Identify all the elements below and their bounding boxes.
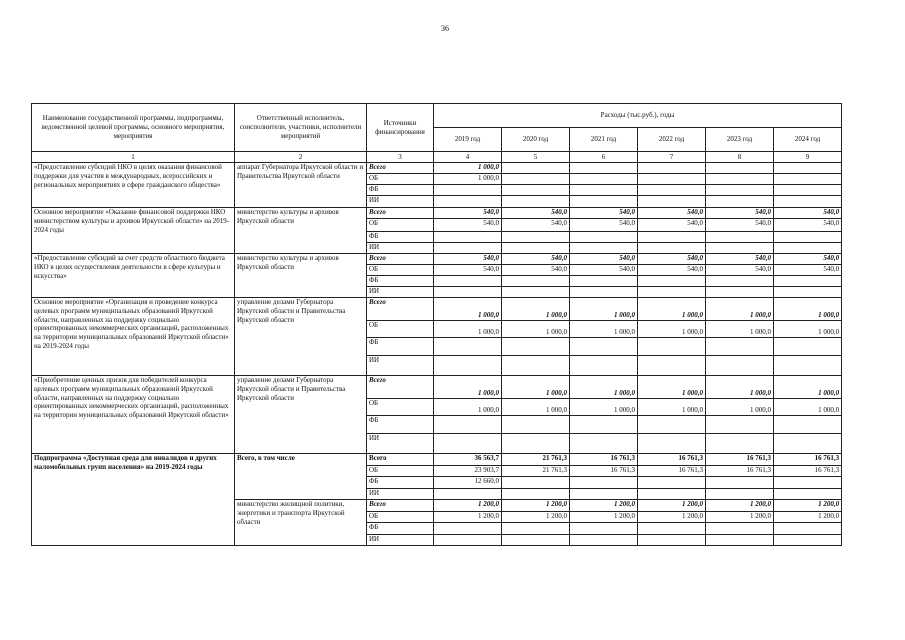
value-cell <box>570 416 638 434</box>
value-cell: 1 000,0 <box>502 321 570 338</box>
header-col-number-7: 7 <box>638 152 706 163</box>
value-cell: 16 761,3 <box>570 466 638 477</box>
value-cell <box>706 356 774 376</box>
header-year-5: 2023 год <box>706 128 774 152</box>
value-cell: 1 000,0 <box>706 376 774 399</box>
item-responsible: министерство культуры и архивов Иркутской области <box>235 254 367 298</box>
value-cell <box>570 174 638 185</box>
value-cell <box>502 163 570 174</box>
item-name: «Предоставление субсидий за счет средств областного бюджета НКО в целях осуществления деятельности в сфере культуры и искусства» <box>32 254 235 298</box>
value-cell: 1 000,0 <box>502 399 570 416</box>
value-cell: 540,0 <box>706 208 774 219</box>
value-cell <box>638 196 706 208</box>
value-cell <box>502 196 570 208</box>
value-cell: 540,0 <box>502 208 570 219</box>
value-cell: 1 200,0 <box>434 500 502 512</box>
source-cell: ФБ <box>367 232 434 243</box>
value-cell <box>774 477 842 489</box>
value-cell: 1 000,0 <box>434 376 502 399</box>
table-row <box>32 298 842 321</box>
source-cell: ИИ <box>367 356 434 376</box>
value-cell <box>706 535 774 546</box>
value-cell <box>774 163 842 174</box>
value-cell <box>502 185 570 196</box>
page-number: 36 <box>441 24 449 33</box>
header-col-number-3: 3 <box>367 152 434 163</box>
value-cell <box>774 523 842 535</box>
value-cell: 540,0 <box>434 265 502 276</box>
value-cell: 540,0 <box>638 208 706 219</box>
source-cell: ОБ <box>367 174 434 185</box>
source-cell: ФБ <box>367 477 434 489</box>
value-cell: 540,0 <box>706 254 774 265</box>
value-cell: 1 000,0 <box>570 321 638 338</box>
value-cell <box>434 523 502 535</box>
value-cell: 540,0 <box>706 265 774 276</box>
value-cell <box>706 163 774 174</box>
value-cell <box>434 185 502 196</box>
value-cell: 540,0 <box>434 254 502 265</box>
value-cell: 540,0 <box>706 219 774 232</box>
header-col-number-6: 6 <box>570 152 638 163</box>
value-cell: 540,0 <box>434 208 502 219</box>
value-cell <box>774 416 842 434</box>
item-name: «Приобретение ценных призов для победителей конкурса целевых программ муниципальных образований Иркутской области, направленных на поддержку социально ориентированных некоммерческих организаций, расположенных на территории муниципальных образований Иркутской области» <box>32 376 235 454</box>
source-cell: Всего <box>367 454 434 466</box>
header-col-expenses: Расходы (тыс.руб.), годы <box>434 104 842 128</box>
header-year-3: 2021 год <box>570 128 638 152</box>
value-cell <box>570 356 638 376</box>
value-cell: 540,0 <box>570 208 638 219</box>
value-cell: 1 000,0 <box>774 399 842 416</box>
value-cell <box>434 416 502 434</box>
value-cell: 1 000,0 <box>774 376 842 399</box>
value-cell <box>774 434 842 454</box>
value-cell: 540,0 <box>774 254 842 265</box>
value-cell <box>570 489 638 500</box>
value-cell <box>434 287 502 298</box>
source-cell: Всего <box>367 163 434 174</box>
header-col-name: Наименование государственной программы, подпрограммы, ведомственной целевой программы, основного мероприятия, мероприятия <box>32 104 235 152</box>
source-cell: Всего <box>367 208 434 219</box>
value-cell <box>502 416 570 434</box>
value-cell <box>434 356 502 376</box>
value-cell <box>570 163 638 174</box>
value-cell: 1 000,0 <box>774 321 842 338</box>
item-name: «Предоставление субсидий НКО в целях оказания финансовой поддержки для участия в международных, всероссийских и региональных мероприятиях в сфере гражданского общества» <box>32 163 235 208</box>
value-cell <box>434 243 502 254</box>
value-cell <box>706 276 774 287</box>
budget-table <box>31 103 842 546</box>
value-cell: 1 200,0 <box>638 500 706 512</box>
table-row <box>32 454 842 466</box>
value-cell <box>706 174 774 185</box>
value-cell <box>774 196 842 208</box>
source-cell: ОБ <box>367 399 434 416</box>
value-cell: 540,0 <box>638 265 706 276</box>
value-cell: 540,0 <box>638 219 706 232</box>
source-cell: ФБ <box>367 276 434 287</box>
table-row <box>32 376 842 399</box>
value-cell: 1 000,0 <box>774 298 842 321</box>
value-cell <box>706 287 774 298</box>
header-col-sources: Источники финансирования <box>367 104 434 152</box>
value-cell <box>502 232 570 243</box>
table-row <box>32 163 842 174</box>
value-cell <box>434 276 502 287</box>
value-cell <box>638 489 706 500</box>
value-cell: 1 200,0 <box>502 512 570 523</box>
header-col-number-1: 1 <box>32 152 235 163</box>
value-cell: 16 761,3 <box>774 466 842 477</box>
value-cell <box>774 276 842 287</box>
header-col-number-9: 9 <box>774 152 842 163</box>
value-cell: 1 000,0 <box>502 376 570 399</box>
value-cell <box>502 243 570 254</box>
value-cell <box>570 232 638 243</box>
value-cell: 1 000,0 <box>706 321 774 338</box>
source-cell: ФБ <box>367 338 434 356</box>
value-cell <box>774 356 842 376</box>
value-cell: 540,0 <box>502 265 570 276</box>
value-cell: 1 200,0 <box>774 512 842 523</box>
value-cell: 1 000,0 <box>434 298 502 321</box>
value-cell <box>570 185 638 196</box>
source-cell: ИИ <box>367 243 434 254</box>
value-cell <box>774 338 842 356</box>
item-responsible: управление делами Губернатора Иркутской области и Правительства Иркутской области <box>235 376 367 454</box>
value-cell <box>434 434 502 454</box>
source-cell: ФБ <box>367 523 434 535</box>
value-cell <box>706 523 774 535</box>
value-cell <box>502 477 570 489</box>
value-cell <box>502 276 570 287</box>
value-cell: 1 000,0 <box>502 298 570 321</box>
value-cell: 1 200,0 <box>706 512 774 523</box>
value-cell: 1 000,0 <box>638 321 706 338</box>
value-cell: 36 563,7 <box>434 454 502 466</box>
value-cell: 1 000,0 <box>570 376 638 399</box>
value-cell <box>638 434 706 454</box>
value-cell <box>706 416 774 434</box>
value-cell: 540,0 <box>570 254 638 265</box>
value-cell <box>502 338 570 356</box>
value-cell <box>638 523 706 535</box>
header-col-number-5: 5 <box>502 152 570 163</box>
value-cell <box>638 276 706 287</box>
header-year-2: 2020 год <box>502 128 570 152</box>
source-cell: ИИ <box>367 489 434 500</box>
item-name: Основное мероприятие «Оказание финансовой поддержки НКО министерством культуры и архивов Иркутской области» на 2019-2024 годы <box>32 208 235 254</box>
value-cell: 1 000,0 <box>706 399 774 416</box>
source-cell: ОБ <box>367 512 434 523</box>
value-cell: 1 200,0 <box>570 500 638 512</box>
subprogram-responsible: Всего, в том числе <box>235 454 367 500</box>
value-cell: 1 000,0 <box>434 321 502 338</box>
value-cell <box>706 232 774 243</box>
header-year-1: 2019 год <box>434 128 502 152</box>
item-name: Основное мероприятие «Организация и проведение конкурса целевых программ муниципальных образований Иркутской области, направленных на поддержку социально ориентированных некоммерческих организаций, расположенных на территории муниципальных образований Иркутской области» на 2019-2024 годы <box>32 298 235 376</box>
value-cell: 1 000,0 <box>570 399 638 416</box>
value-cell <box>706 489 774 500</box>
value-cell: 1 000,0 <box>570 298 638 321</box>
value-cell: 16 761,3 <box>706 466 774 477</box>
value-cell <box>638 185 706 196</box>
value-cell <box>706 185 774 196</box>
value-cell: 21 761,3 <box>502 466 570 477</box>
value-cell <box>774 232 842 243</box>
value-cell <box>502 174 570 185</box>
value-cell: 1 000,0 <box>434 399 502 416</box>
value-cell <box>638 163 706 174</box>
value-cell: 540,0 <box>774 208 842 219</box>
table-row <box>32 254 842 265</box>
value-cell: 1 000,0 <box>434 163 502 174</box>
value-cell <box>638 174 706 185</box>
value-cell: 540,0 <box>774 265 842 276</box>
value-cell: 1 200,0 <box>434 512 502 523</box>
value-cell <box>570 338 638 356</box>
value-cell <box>706 243 774 254</box>
value-cell <box>502 523 570 535</box>
value-cell <box>638 477 706 489</box>
source-cell: Всего <box>367 298 434 321</box>
item-responsible: министерство культуры и архивов Иркутской области <box>235 208 367 254</box>
value-cell <box>774 243 842 254</box>
value-cell <box>570 287 638 298</box>
value-cell <box>502 434 570 454</box>
value-cell <box>774 535 842 546</box>
value-cell <box>570 276 638 287</box>
subprogram-responsible: министерство жилищной политики, энергетики и транспорта Иркутской области <box>235 500 367 546</box>
value-cell: 1 000,0 <box>638 399 706 416</box>
value-cell <box>434 232 502 243</box>
header-col-number-8: 8 <box>706 152 774 163</box>
value-cell: 12 660,0 <box>434 477 502 489</box>
source-cell: ИИ <box>367 535 434 546</box>
value-cell: 540,0 <box>774 219 842 232</box>
value-cell: 23 903,7 <box>434 466 502 477</box>
source-cell: ИИ <box>367 287 434 298</box>
source-cell: ИИ <box>367 434 434 454</box>
header-col-number-2: 2 <box>235 152 367 163</box>
source-cell: ОБ <box>367 219 434 232</box>
value-cell: 540,0 <box>570 219 638 232</box>
value-cell: 1 200,0 <box>638 512 706 523</box>
value-cell: 1 200,0 <box>570 512 638 523</box>
value-cell <box>706 338 774 356</box>
value-cell <box>570 523 638 535</box>
value-cell <box>502 287 570 298</box>
value-cell <box>638 338 706 356</box>
value-cell: 540,0 <box>638 254 706 265</box>
value-cell <box>706 434 774 454</box>
value-cell: 1 200,0 <box>774 500 842 512</box>
value-cell <box>638 287 706 298</box>
source-cell: ФБ <box>367 185 434 196</box>
subprogram-name: Подпрограмма «Доступная среда для инвалидов и других маломобильных групп населения» на 2019-2024 годы <box>32 454 235 546</box>
value-cell <box>570 196 638 208</box>
value-cell: 1 000,0 <box>638 298 706 321</box>
source-cell: Всего <box>367 500 434 512</box>
value-cell <box>706 477 774 489</box>
value-cell <box>434 338 502 356</box>
value-cell: 16 761,3 <box>638 454 706 466</box>
value-cell <box>434 535 502 546</box>
value-cell: 16 761,3 <box>638 466 706 477</box>
value-cell: 16 761,3 <box>706 454 774 466</box>
value-cell <box>774 174 842 185</box>
value-cell: 1 000,0 <box>638 376 706 399</box>
value-cell <box>570 477 638 489</box>
value-cell <box>638 232 706 243</box>
item-responsible: управление делами Губернатора Иркутской области и Правительства Иркутской области <box>235 298 367 376</box>
value-cell <box>638 243 706 254</box>
source-cell: Всего <box>367 376 434 399</box>
header-year-4: 2022 год <box>638 128 706 152</box>
header-col-responsible: Ответственный исполнитель, соисполнители, участники, исполнители мероприятий <box>235 104 367 152</box>
value-cell: 540,0 <box>434 219 502 232</box>
source-cell: ОБ <box>367 321 434 338</box>
item-responsible: аппарат Губернатора Иркутской области и Правительства Иркутской области <box>235 163 367 208</box>
header-col-number-4: 4 <box>434 152 502 163</box>
value-cell <box>638 356 706 376</box>
value-cell <box>502 356 570 376</box>
value-cell: 1 000,0 <box>434 174 502 185</box>
source-cell: ФБ <box>367 416 434 434</box>
value-cell: 16 761,3 <box>774 454 842 466</box>
value-cell <box>434 489 502 500</box>
value-cell: 21 761,3 <box>502 454 570 466</box>
value-cell <box>774 185 842 196</box>
value-cell: 540,0 <box>570 265 638 276</box>
value-cell: 16 761,3 <box>570 454 638 466</box>
source-cell: Всего <box>367 254 434 265</box>
value-cell <box>502 489 570 500</box>
table-row <box>32 208 842 219</box>
value-cell <box>434 196 502 208</box>
value-cell <box>774 287 842 298</box>
value-cell <box>706 196 774 208</box>
source-cell: ИИ <box>367 196 434 208</box>
source-cell: ОБ <box>367 466 434 477</box>
source-cell: ОБ <box>367 265 434 276</box>
value-cell: 1 200,0 <box>706 500 774 512</box>
value-cell: 540,0 <box>502 219 570 232</box>
value-cell: 1 200,0 <box>502 500 570 512</box>
value-cell <box>502 535 570 546</box>
value-cell <box>570 243 638 254</box>
value-cell <box>774 489 842 500</box>
value-cell <box>638 535 706 546</box>
value-cell <box>570 434 638 454</box>
value-cell: 1 000,0 <box>706 298 774 321</box>
value-cell <box>638 416 706 434</box>
value-cell <box>570 535 638 546</box>
header-year-6: 2024 год <box>774 128 842 152</box>
value-cell: 540,0 <box>502 254 570 265</box>
